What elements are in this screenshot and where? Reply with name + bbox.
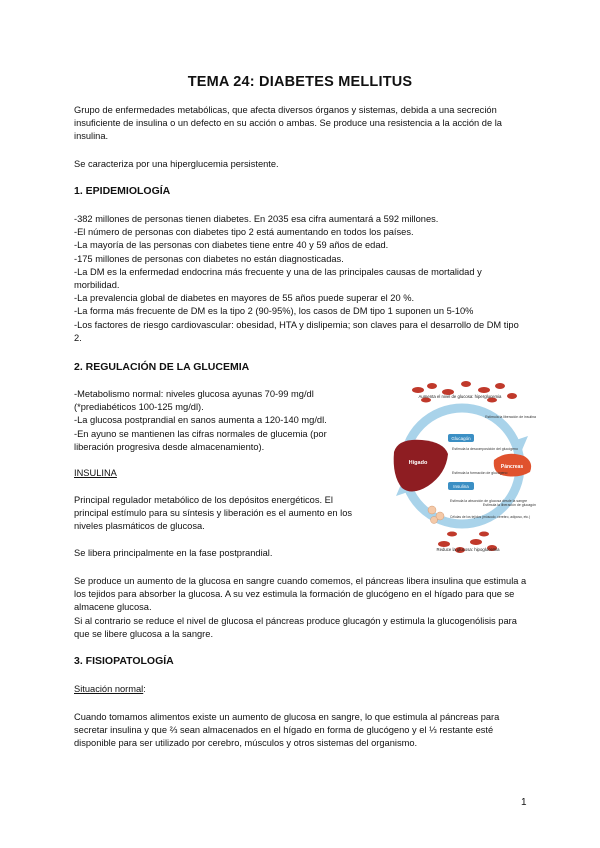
label-top: Aumenta el nivel de glucosa: hiperglucemia — [418, 394, 502, 399]
list-item: -Metabolismo normal: niveles glucosa ayunas 70-99 mg/dl (*prediabéticos 100-125 mg/dl). — [74, 389, 314, 413]
epidemiology-list — [74, 213, 529, 345]
insulin-label: Insulina — [453, 484, 469, 489]
insulin-paragraph: Principal regulador metabólico de los depósitos energéticos. El principal estímulo para su síntesis y liberación es el aumento en los niveles plasmáticos de glucosa. — [74, 495, 353, 532]
inner-label: Estimula la formación de glucógeno — [452, 471, 508, 475]
page-number: 1 — [521, 797, 527, 808]
page-title: TEMA 24: DIABETES MELLITUS — [187, 74, 413, 90]
right-label: Estimula la liberación de insulina — [485, 415, 536, 419]
section-heading-pathophysiology: 3. FISIOPATOLOGÍA — [74, 655, 174, 667]
normal-situation-paragraph: Cuando tomamos alimentos existe un aumento de glucosa en sangre, lo que estimula al páncreas para secretar insulina y que ⅔ sean almacenados en el hígado en forma de glucógeno y el ⅓ restante esté disponible para ser utilizado por cerebro, músculos y otros sistemas del organismo. — [74, 712, 500, 749]
subheading-colon: : — [143, 684, 146, 694]
section-heading-epidemiology: 1. EPIDEMIOLOGÍA — [74, 185, 171, 197]
list-item: -Los factores de riesgo cardiovascular: obesidad, HTA y dislipemia; son claves para el desarrollo de DM tipo 2. — [74, 319, 519, 343]
subheading-text: Situación normal — [74, 684, 144, 694]
section-heading-glucose-regulation: 2. REGULACIÓN DE LA GLUCEMIA — [74, 361, 250, 373]
inner-label: Estimula la absorción de glucosa desde la sangre — [450, 499, 528, 503]
blood-cells-top — [412, 381, 517, 403]
list-item: -La prevalencia global de diabetes en mayores de 55 años puede superar el 20 %. — [74, 293, 415, 304]
inner-label: Células de los tejidos (músculo, cerebro, adiposo, etc.) — [450, 515, 531, 519]
insulin-mechanism: Se produce un aumento de la glucosa en sangre cuando comemos, el páncreas libera insulina que estimula a los tejidos para absorber la glucosa. A su vez estimula la formación de glucógeno en el hígado para que se almacene glucosa. — [74, 576, 527, 613]
subheading-insulina: INSULINA — [74, 468, 117, 478]
glucagon-mechanism: Si al contrario se reduce el nivel de glucosa el páncreas produce glucagón y estimula la glucogenólisis para que se libere glucosa a la sangre. — [74, 616, 517, 640]
inner-label: Estimula la descomposición del glucógeno — [452, 447, 518, 451]
glucagon-label: Glucagón — [451, 436, 471, 441]
right-label: Estimula la liberación de glucagón — [482, 503, 536, 507]
list-item: -382 millones de personas tienen diabetes. En 2035 esa cifra aumentará a 592 millones. — [74, 214, 439, 224]
glucose-regulation-diagram — [388, 378, 536, 558]
regulation-list — [74, 388, 364, 454]
insulin-postprandial: Se libera principalmente en la fase postprandial. — [74, 548, 273, 558]
intro-hyperglycemia: Se caracteriza por una hiperglucemia persistente. — [74, 159, 279, 169]
list-item: -En ayuno se mantienen las cifras normales de glucemia (por liberación progresiva desde almacenamiento). — [74, 428, 327, 452]
list-item: -La mayoría de las personas con diabetes tiene entre 40 y 59 años de edad. — [74, 240, 389, 251]
list-item: -La forma más frecuente de DM es la tipo 2 (90-95%), los casos de DM tipo 1 suponen un 5-10% — [74, 306, 474, 317]
list-item: -La DM es la enfermedad endocrina más frecuente y una de las principales causas de mortalidad y morbilidad. — [74, 266, 482, 291]
list-item: -175 millones de personas con diabetes no están diagnosticadas. — [74, 253, 344, 264]
subheading-normal-situation — [74, 683, 146, 696]
liver-label: Hígado — [408, 460, 428, 466]
intro-paragraph: Grupo de enfermedades metabólicas, que afecta diversos órganos y sistemas, debida a una secreción insuficiente de insulina o un defecto en su acción o ambas. Se produce una resistencia a la acción de la insulina. — [74, 105, 502, 142]
label-bottom: Reduce la glucosa: hipoglucemia — [436, 547, 500, 552]
pancreas-label: Páncreas — [500, 464, 524, 470]
list-item: -El número de personas con diabetes tipo 2 está aumentando en todos los países. — [74, 227, 414, 238]
list-item: -La glucosa postprandial en sanos aumenta a 120-140 mg/dl. — [74, 415, 327, 426]
